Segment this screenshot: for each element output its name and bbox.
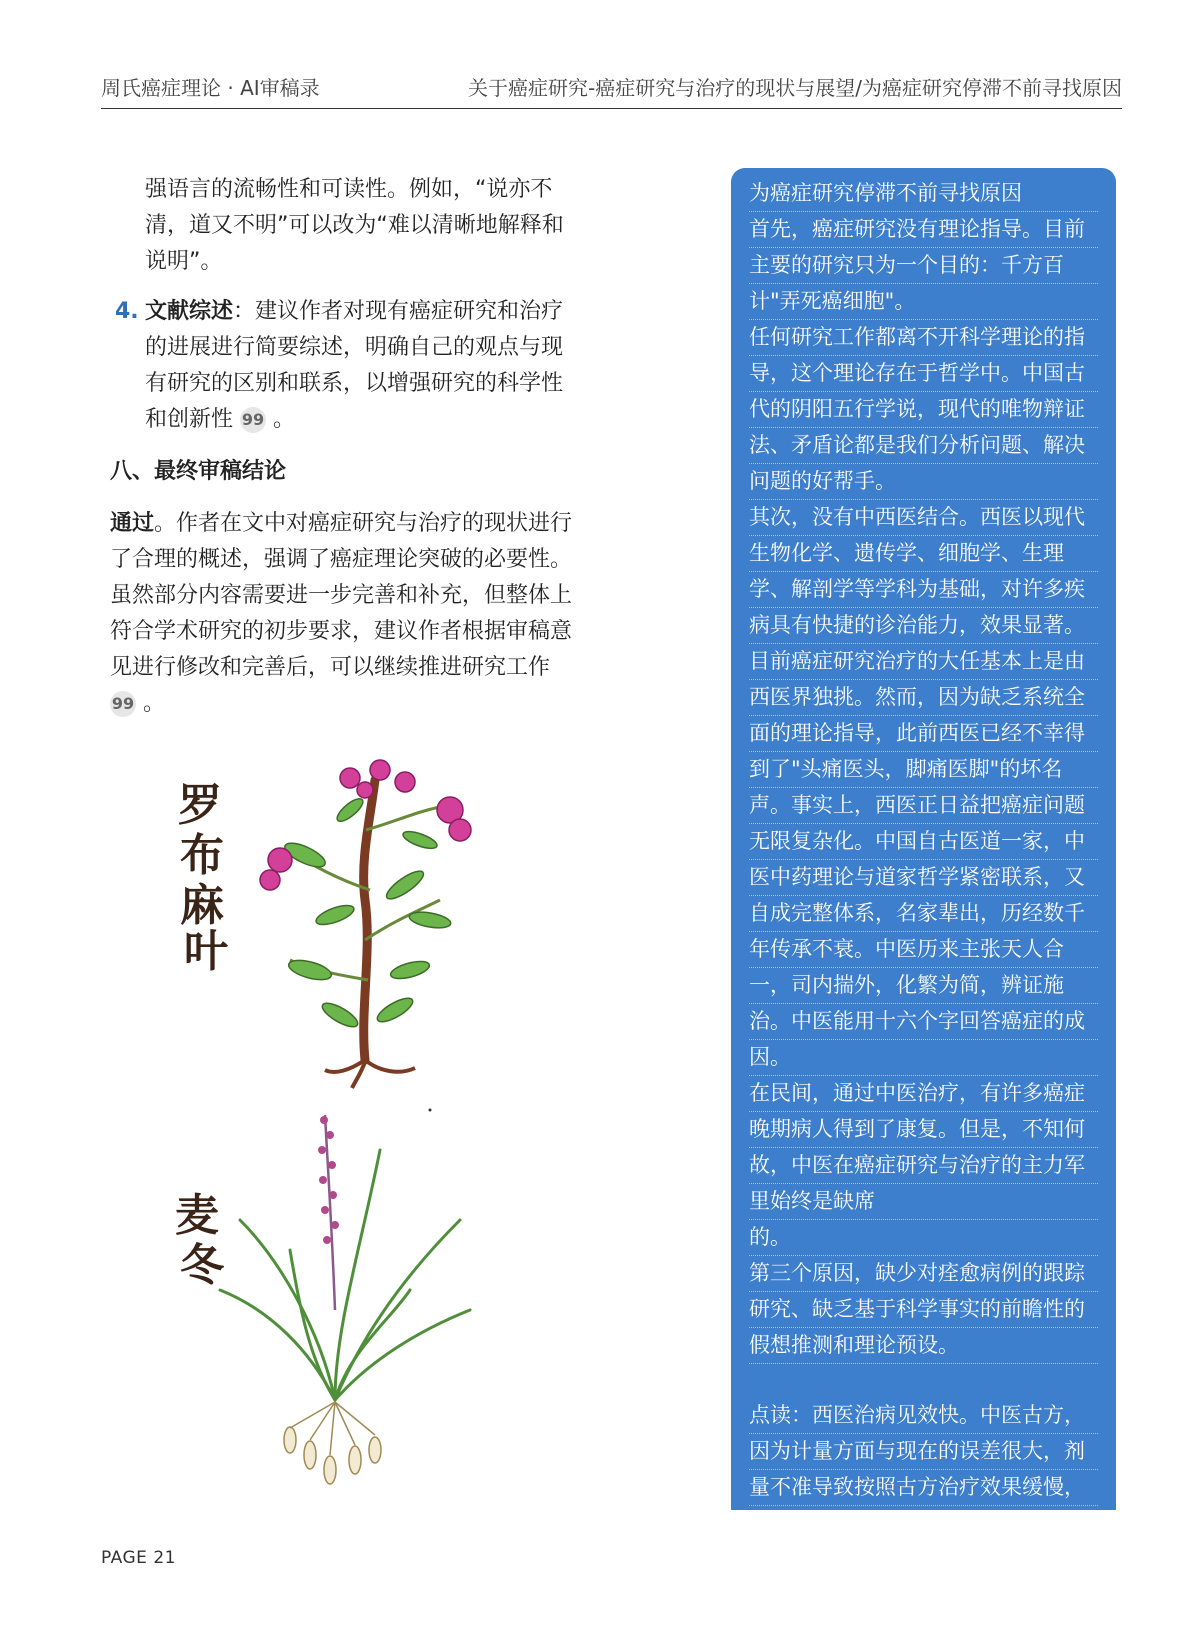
note-line: 研究、缺乏基于科学事实的前瞻性的 xyxy=(749,1292,1098,1328)
plant-luobuma-illustration xyxy=(178,760,471,1112)
continued-paragraph: 强语言的流畅性和可读性。例如，“说亦不清，道又不明”可以改为“难以清晰地解释和说明”。 xyxy=(145,177,564,274)
note-line: 其次，没有中西医结合。西医以现代 xyxy=(749,500,1098,536)
quote-icon[interactable]: 99 xyxy=(240,407,266,433)
note-line: 的。 xyxy=(749,1220,1098,1256)
note-line: 到了"头痛医头，脚痛医脚"的坏名 xyxy=(749,752,1098,788)
note-line: 学、解剖学等学科为基础，对许多疾 xyxy=(749,572,1098,608)
note-line: 无限复杂化。中国自古医道一家，中 xyxy=(749,824,1098,860)
note-line: 因为计量方面与现在的误差很大，剂 xyxy=(749,1434,1098,1470)
note-line: 任何研究工作都离不开科学理论的指 xyxy=(749,320,1098,356)
note-line: 法、矛盾论都是我们分析问题、解决 xyxy=(749,428,1098,464)
note-line: 一，司内揣外，化繁为简，辨证施 xyxy=(749,968,1098,1004)
note-line: 西医界独挑。然而，因为缺乏系统全 xyxy=(749,680,1098,716)
list-item-text: ：建议作者对现有癌症研究和治疗的进展进行简要综述，明确自己的观点与现有研究的区别和联系，以增强研究的科学性和创新性 xyxy=(145,299,564,432)
section-heading: 八、最终审稿结论 xyxy=(110,459,287,484)
note-line: 故，中医在癌症研究与治疗的主力军 xyxy=(749,1148,1098,1184)
note-line: 量不准导致按照古方治疗效果缓慢， xyxy=(749,1470,1098,1506)
page-number: PAGE 21 xyxy=(101,1548,176,1568)
plant1-label-char: 布 xyxy=(180,830,224,881)
verdict-term: 通过 xyxy=(110,511,155,536)
verdict-paragraph xyxy=(110,506,580,722)
note-line: 生物化学、遗传学、细胞学、生理 xyxy=(749,536,1098,572)
note-line: 病具有快捷的诊治能力，效果显著。 xyxy=(749,608,1098,644)
plant-maidong-illustration xyxy=(175,1115,470,1484)
note-line: 主要的研究只为一个目的：千方百 xyxy=(749,248,1098,284)
note-line: 面的理论指导，此前西医已经不幸得 xyxy=(749,716,1098,752)
note-line: 计"弄死癌细胞"。 xyxy=(749,284,1098,320)
plant1-label-char: 麻 xyxy=(180,880,224,931)
herb-illustrations xyxy=(160,770,560,1530)
list-item-term: 文献综述 xyxy=(145,299,234,324)
note-line: 医中药理论与道家哲学紧密联系，又 xyxy=(749,860,1098,896)
note-spacer xyxy=(749,1364,1098,1398)
list-number: 4. xyxy=(115,299,139,324)
note-line: 年传承不衰。中医历来主张天人合 xyxy=(749,932,1098,968)
plant1-label-char: 叶 xyxy=(184,926,228,977)
note-line: 第三个原因，缺少对痊愈病例的跟踪 xyxy=(749,1256,1098,1292)
plant2-label-char: 麦 xyxy=(175,1190,219,1241)
note-line: 在民间，通过中医治疗，有许多癌症 xyxy=(749,1076,1098,1112)
list-item-4 xyxy=(110,294,580,438)
note-line: 自成完整体系，名家辈出，历经数千 xyxy=(749,896,1098,932)
note-line: 问题的好帮手。 xyxy=(749,464,1098,500)
note-line: 导，这个理论存在于哲学中。中国古 xyxy=(749,356,1098,392)
note-line: 因。 xyxy=(749,1040,1098,1076)
note-line: 首先，癌症研究没有理论指导。目前 xyxy=(749,212,1098,248)
header-chapter-title: 关于癌症研究-癌症研究与治疗的现状与展望/为癌症研究停滞不前寻找原因 xyxy=(468,76,1122,100)
sidebar-note-box xyxy=(731,168,1116,1535)
note-line: 声。事实上，西医正日益把癌症问题 xyxy=(749,788,1098,824)
verdict-end: 。 xyxy=(143,691,166,716)
plant2-label-char: 冬 xyxy=(180,1240,224,1291)
note-line: 代的阴阳五行学说，现代的唯物辩证 xyxy=(749,392,1098,428)
quote-icon[interactable]: 99 xyxy=(110,691,136,717)
list-item-end: 。 xyxy=(273,407,296,432)
verdict-text: 。作者在文中对癌症研究与治疗的现状进行了合理的概述，强调了癌症理论突破的必要性。虽然部分内容需要进一步完善和补充，但整体上符合学术研究的初步要求，建议作者根据审稿意见进行修改和完善后，可以继续推进研究工作 xyxy=(110,511,573,680)
note-line: 治。中医能用十六个字回答癌症的成 xyxy=(749,1004,1098,1040)
header-book-title: 周氏癌症理论 · AI审稿录 xyxy=(101,76,320,100)
note-line: 里始终是缺席 xyxy=(749,1184,1098,1220)
note-line: 晚期病人得到了康复。但是，不知何 xyxy=(749,1112,1098,1148)
note-line: 为癌症研究停滞不前寻找原因 xyxy=(749,176,1098,212)
plant1-label-char: 罗 xyxy=(178,780,222,831)
note-line: 假想推测和理论预设。 xyxy=(749,1328,1098,1364)
note-line: 达不到药到病除的境界。自然而然， xyxy=(749,1506,1098,1542)
main-text-column xyxy=(110,172,580,722)
note-line: 点读：西医治病见效快。中医古方， xyxy=(749,1398,1098,1434)
note-line: 目前癌症研究治疗的大任基本上是由 xyxy=(749,644,1098,680)
page-header xyxy=(101,64,1122,109)
